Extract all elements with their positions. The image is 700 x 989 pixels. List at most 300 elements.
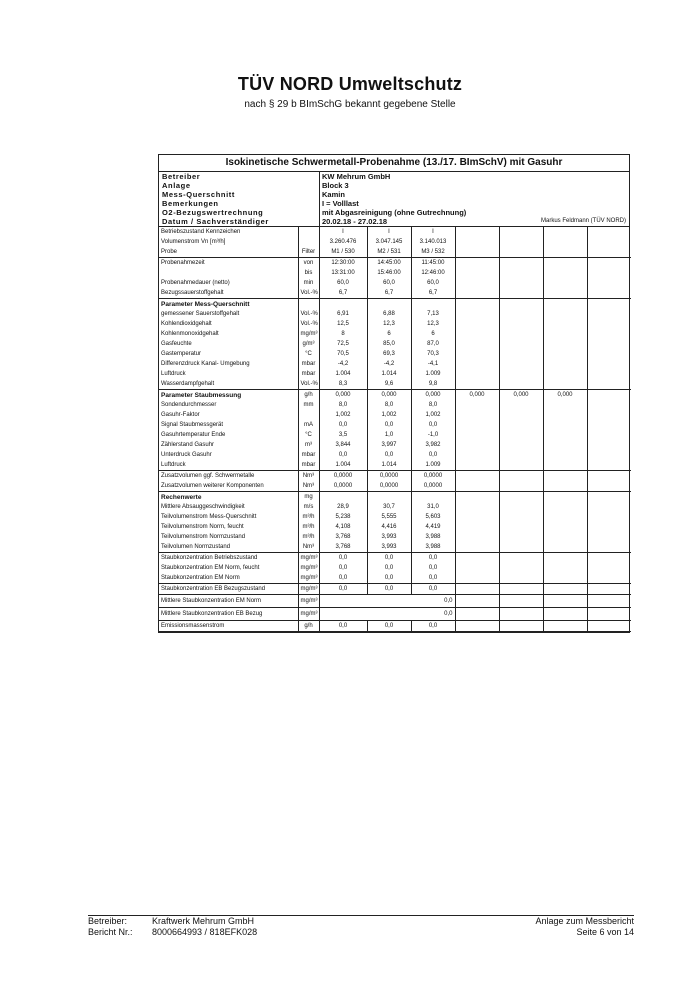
- value-cell: [587, 299, 631, 310]
- value-cell: [543, 522, 587, 532]
- value-cell: 12:30:00: [319, 258, 367, 269]
- row-label: Parameter Staubmessung: [161, 391, 242, 399]
- value-cell: [499, 258, 543, 269]
- value-cell: [543, 258, 587, 269]
- footer-bericht-label: Bericht Nr.:: [88, 927, 133, 937]
- value-cell: [499, 420, 543, 430]
- row-unit: mbar: [298, 460, 319, 471]
- value-cell: [455, 502, 499, 512]
- value-cell: [587, 573, 631, 584]
- table-row: [159, 584, 631, 595]
- value-cell: -4,1: [411, 359, 455, 369]
- emission-value: 0,0: [319, 621, 367, 632]
- row-unit: Nm³: [298, 481, 319, 492]
- value-cell: 85,0: [367, 339, 411, 349]
- value-cell: 0,0: [411, 573, 455, 584]
- value-cell: [455, 247, 499, 258]
- value-cell: [587, 379, 631, 390]
- table-row: [159, 563, 631, 573]
- value-cell: [587, 339, 631, 349]
- table-row: [159, 492, 631, 503]
- row-unit: mm: [298, 400, 319, 410]
- row-unit: m³/h: [298, 532, 319, 542]
- value-cell: [499, 430, 543, 440]
- value-cell: 3,997: [367, 440, 411, 450]
- row-label: Zusatzvolumen weiterer Komponenten: [159, 481, 298, 492]
- table-row: [159, 319, 631, 329]
- info-value: Kamin: [322, 190, 345, 199]
- value-cell: 12,3: [367, 319, 411, 329]
- value-cell: [587, 319, 631, 329]
- value-cell: [587, 532, 631, 542]
- value-cell: 6: [367, 329, 411, 339]
- info-key: O2-Bezugswertrechnung: [159, 208, 320, 217]
- value-cell: [499, 329, 543, 339]
- value-cell: M3 / 532: [411, 247, 455, 258]
- value-cell: [455, 329, 499, 339]
- mean-unit: mg/m³: [298, 608, 319, 621]
- row-label: Wasserdampfgehalt: [159, 379, 298, 390]
- value-cell: [587, 288, 631, 299]
- value-cell: [455, 410, 499, 420]
- value-cell: [587, 359, 631, 369]
- value-cell: [543, 299, 587, 310]
- row-unit: Nm³: [298, 471, 319, 482]
- value-cell: 31,0: [411, 502, 455, 512]
- value-cell: [455, 349, 499, 359]
- mean-row: [159, 608, 631, 621]
- row-unit: g/h: [298, 390, 319, 401]
- value-cell: [587, 621, 631, 632]
- value-cell: 4,416: [367, 522, 411, 532]
- value-cell: [499, 309, 543, 319]
- value-cell: [455, 553, 499, 564]
- value-cell: 0,0: [367, 450, 411, 460]
- value-cell: [499, 278, 543, 288]
- value-cell: [543, 288, 587, 299]
- sheet-title: Isokinetische Schwermetall-Probenahme (13./17. BImSchV) mit Gasuhr: [159, 155, 629, 172]
- value-cell: 60,0: [367, 278, 411, 288]
- row-unit: mg/m³: [298, 563, 319, 573]
- value-cell: [499, 339, 543, 349]
- value-cell: 13:31:00: [319, 268, 367, 278]
- mean-row: [159, 595, 631, 608]
- value-cell: [499, 502, 543, 512]
- value-cell: 0,0: [411, 450, 455, 460]
- value-cell: [455, 595, 499, 608]
- value-cell: 14:45:00: [367, 258, 411, 269]
- row-label: Kohlendioxidgehalt: [161, 320, 212, 327]
- value-cell: [455, 339, 499, 349]
- row-unit: m/s: [298, 502, 319, 512]
- value-cell: 60,0: [411, 278, 455, 288]
- value-cell: 87,0: [411, 339, 455, 349]
- value-cell: 3,993: [367, 542, 411, 553]
- footer-bericht-value: 8000664993 / 818EFK028: [152, 927, 258, 937]
- value-cell: 12:46:00: [411, 268, 455, 278]
- table-row: [159, 573, 631, 584]
- value-cell: 1.009: [411, 369, 455, 379]
- value-cell: 6: [411, 329, 455, 339]
- row-label: Kohlenmonoxidgehalt: [161, 330, 219, 337]
- value-cell: 0,0000: [367, 471, 411, 482]
- value-cell: 11:45:00: [411, 258, 455, 269]
- value-cell: [455, 440, 499, 450]
- value-cell: [587, 481, 631, 492]
- row-unit: [298, 237, 319, 247]
- row-label: Unterdruck Gasuhr: [161, 451, 212, 458]
- value-cell: 70,5: [319, 349, 367, 359]
- row-unit: m³/h: [298, 512, 319, 522]
- value-cell: [587, 450, 631, 460]
- row-label: Luftdruck: [159, 460, 298, 471]
- value-cell: [499, 584, 543, 595]
- value-cell: [455, 460, 499, 471]
- table-row: [159, 369, 631, 379]
- info-value: Block 3: [322, 181, 349, 190]
- footer-betreiber-value: Kraftwerk Mehrum GmbH: [152, 916, 255, 926]
- table-row: [159, 542, 631, 553]
- value-cell: -4,2: [367, 359, 411, 369]
- value-cell: 0,0000: [367, 481, 411, 492]
- value-cell: [543, 430, 587, 440]
- value-cell: [587, 512, 631, 522]
- value-cell: [543, 440, 587, 450]
- value-cell: [543, 608, 587, 621]
- value-cell: [543, 492, 587, 503]
- value-cell: [543, 227, 587, 237]
- table-row: [159, 379, 631, 390]
- value-cell: [455, 430, 499, 440]
- value-cell: [587, 492, 631, 503]
- value-cell: 30,7: [367, 502, 411, 512]
- value-cell: 0,0: [367, 420, 411, 430]
- value-cell: [455, 542, 499, 553]
- row-unit: Vol.-%: [298, 288, 319, 299]
- row-unit: mg/m³: [298, 553, 319, 564]
- value-cell: 5,603: [411, 512, 455, 522]
- value-cell: 0,000: [319, 390, 367, 401]
- value-cell: 0,0000: [319, 481, 367, 492]
- value-cell: 8,0: [367, 400, 411, 410]
- value-cell: [499, 237, 543, 247]
- info-row: [159, 172, 629, 181]
- value-cell: [455, 268, 499, 278]
- value-cell: [587, 542, 631, 553]
- value-cell: [411, 299, 455, 310]
- value-cell: 0,0: [367, 584, 411, 595]
- value-cell: [543, 329, 587, 339]
- emission-row: [159, 621, 631, 632]
- value-cell: [587, 522, 631, 532]
- info-block: [159, 172, 629, 227]
- table-row: [159, 471, 631, 482]
- value-cell: [499, 450, 543, 460]
- value-cell: [587, 268, 631, 278]
- table-row: [159, 481, 631, 492]
- mean-label: Mittlere Staubkonzentration EM Norm: [159, 595, 298, 608]
- emission-unit: g/h: [298, 621, 319, 632]
- value-cell: [455, 532, 499, 542]
- value-cell: [455, 621, 499, 632]
- value-cell: [455, 359, 499, 369]
- info-value: 20.02.18 - 27.02.18: [322, 217, 388, 226]
- value-cell: 15:46:00: [367, 268, 411, 278]
- value-cell: [543, 481, 587, 492]
- table-row: [159, 329, 631, 339]
- value-cell: [499, 288, 543, 299]
- row-label: [159, 268, 298, 278]
- row-label: Luftdruck: [161, 370, 186, 377]
- value-cell: [587, 247, 631, 258]
- value-cell: [499, 492, 543, 503]
- row-unit: von: [298, 258, 319, 269]
- value-cell: [319, 299, 367, 310]
- row-label: Probenahmezeit: [161, 259, 205, 266]
- row-label: Bezugssauerstoffgehalt: [159, 288, 298, 299]
- value-cell: [499, 400, 543, 410]
- value-cell: [499, 532, 543, 542]
- table-row: [159, 227, 631, 237]
- value-cell: [587, 430, 631, 440]
- table-row: [159, 247, 631, 258]
- row-unit: mg/m³: [298, 584, 319, 595]
- row-unit: min: [298, 278, 319, 288]
- value-cell: [587, 553, 631, 564]
- value-cell: [543, 621, 587, 632]
- row-label: Staubkonzentration EM Norm: [159, 573, 298, 584]
- emission-label: Emissionsmassenstrom: [159, 621, 298, 632]
- value-cell: [587, 258, 631, 269]
- value-cell: [455, 369, 499, 379]
- value-cell: [499, 595, 543, 608]
- value-cell: [543, 532, 587, 542]
- value-cell: [455, 420, 499, 430]
- value-cell: 0,0000: [411, 471, 455, 482]
- value-cell: [499, 359, 543, 369]
- info-key: Betreiber: [159, 172, 320, 181]
- row-label: Gasuhr-Faktor: [161, 411, 200, 418]
- value-cell: [499, 542, 543, 553]
- value-cell: [543, 563, 587, 573]
- value-cell: [455, 258, 499, 269]
- value-cell: [499, 553, 543, 564]
- row-unit: [298, 227, 319, 237]
- value-cell: [499, 247, 543, 258]
- value-cell: [499, 512, 543, 522]
- value-cell: 6,7: [411, 288, 455, 299]
- row-label: Zusatzvolumen ggf. Schwermetalle: [161, 472, 255, 479]
- value-cell: [543, 309, 587, 319]
- mean-value: 0,0: [319, 595, 455, 608]
- value-cell: 3.260.476: [319, 237, 367, 247]
- value-cell: 0,0: [367, 553, 411, 564]
- value-cell: [455, 319, 499, 329]
- value-cell: [543, 512, 587, 522]
- info-key: Bemerkungen: [159, 199, 320, 208]
- value-cell: [543, 471, 587, 482]
- value-cell: 4,108: [319, 522, 367, 532]
- value-cell: 0,0: [411, 584, 455, 595]
- value-cell: 3,5: [319, 430, 367, 440]
- info-key: Mess-Querschnitt: [159, 190, 320, 199]
- row-label: Betriebszustand Kennzeichen: [161, 228, 241, 235]
- value-cell: [499, 369, 543, 379]
- value-cell: M2 / 531: [367, 247, 411, 258]
- info-value: mit Abgasreinigung (ohne Gutrechnung): [322, 208, 467, 217]
- table-row: [159, 532, 631, 542]
- table-row: [159, 420, 631, 430]
- table-row: [159, 288, 631, 299]
- value-cell: 0,0: [367, 573, 411, 584]
- value-cell: [455, 450, 499, 460]
- row-label: Staubkonzentration EB Bezugszustand: [159, 584, 298, 595]
- row-label: Differenzdruck Kanal- Umgebung: [161, 360, 250, 367]
- value-cell: [543, 349, 587, 359]
- table-row: [159, 309, 631, 319]
- info-row: [159, 217, 629, 227]
- row-unit: Filter: [298, 247, 319, 258]
- value-cell: 0,0: [319, 420, 367, 430]
- footer-betreiber-label: Betreiber:: [88, 916, 128, 926]
- row-label: Mittlere Absauggeschwindigkeit: [161, 503, 245, 510]
- value-cell: 0,0: [411, 553, 455, 564]
- value-cell: 3,768: [319, 532, 367, 542]
- value-cell: 0,000: [411, 390, 455, 401]
- mean-value: 0,0: [319, 608, 455, 621]
- value-cell: [543, 553, 587, 564]
- value-cell: 1.004: [319, 369, 367, 379]
- row-label: gemessener Sauerstoffgehalt: [161, 310, 240, 317]
- row-unit: mbar: [298, 369, 319, 379]
- value-cell: [543, 595, 587, 608]
- document-subtitle: nach § 29 b BImSchG bekannt gegebene Stelle: [244, 99, 456, 110]
- value-cell: [587, 278, 631, 288]
- measurement-sheet: [158, 154, 630, 633]
- info-key: Anlage: [159, 181, 320, 190]
- value-cell: 28,9: [319, 502, 367, 512]
- value-cell: [587, 440, 631, 450]
- value-cell: [543, 450, 587, 460]
- value-cell: I: [319, 227, 367, 237]
- footer-seite-text: Seite 6 von 14: [576, 927, 634, 937]
- value-cell: [587, 227, 631, 237]
- value-cell: 0,0: [319, 584, 367, 595]
- value-cell: 4,419: [411, 522, 455, 532]
- info-value: I = Volllast: [322, 199, 359, 208]
- table-row: [159, 237, 631, 247]
- footer-anlage-text: Anlage zum Messbericht: [535, 916, 634, 926]
- value-cell: [587, 460, 631, 471]
- value-cell: [499, 319, 543, 329]
- value-cell: [587, 329, 631, 339]
- value-cell: 6,88: [367, 309, 411, 319]
- info-row: [159, 190, 629, 199]
- value-cell: [499, 563, 543, 573]
- value-cell: [543, 339, 587, 349]
- value-cell: [587, 595, 631, 608]
- value-cell: [587, 390, 631, 401]
- value-cell: [587, 309, 631, 319]
- value-cell: [543, 410, 587, 420]
- value-cell: 0,0: [319, 563, 367, 573]
- value-cell: [499, 471, 543, 482]
- row-label: Zählerstand Gasuhr: [161, 441, 215, 448]
- value-cell: 12,3: [411, 319, 455, 329]
- value-cell: 0,0: [411, 420, 455, 430]
- row-label: Gasfeuchte: [161, 340, 192, 347]
- value-cell: I: [367, 227, 411, 237]
- table-row: [159, 502, 631, 512]
- value-cell: [455, 522, 499, 532]
- table-row: [159, 460, 631, 471]
- value-cell: 6,91: [319, 309, 367, 319]
- value-cell: [455, 492, 499, 503]
- value-cell: 69,3: [367, 349, 411, 359]
- value-cell: [543, 278, 587, 288]
- value-cell: [499, 268, 543, 278]
- emission-value: 0,0: [367, 621, 411, 632]
- value-cell: [543, 237, 587, 247]
- row-label: Teilvolumenstrom Normzustand: [161, 533, 246, 540]
- row-label: Teilvolumen Normzustand: [159, 542, 298, 553]
- value-cell: [499, 299, 543, 310]
- value-cell: 6,7: [367, 288, 411, 299]
- row-label: Probenahmedauer (netto): [161, 279, 230, 286]
- row-label: Signal Staubmessgerät: [161, 421, 224, 428]
- value-cell: 1,002: [411, 410, 455, 420]
- value-cell: [543, 584, 587, 595]
- value-cell: 3.047.145: [367, 237, 411, 247]
- value-cell: 60,0: [319, 278, 367, 288]
- value-cell: [543, 247, 587, 258]
- value-cell: 1,0: [367, 430, 411, 440]
- table-row: [159, 299, 631, 310]
- value-cell: [455, 573, 499, 584]
- value-cell: 3,988: [411, 542, 455, 553]
- value-cell: [587, 584, 631, 595]
- row-unit: mg/m³: [298, 329, 319, 339]
- value-cell: [455, 237, 499, 247]
- emission-value: 0,0: [411, 621, 455, 632]
- value-cell: 5,555: [367, 512, 411, 522]
- value-cell: [455, 227, 499, 237]
- value-cell: [455, 512, 499, 522]
- value-cell: 8: [319, 329, 367, 339]
- value-cell: [543, 359, 587, 369]
- document-header: [0, 74, 700, 110]
- row-unit: g/m³: [298, 339, 319, 349]
- value-cell: [455, 400, 499, 410]
- value-cell: [543, 573, 587, 584]
- row-unit: Vol.-%: [298, 379, 319, 390]
- table-row: [159, 440, 631, 450]
- row-unit: mbar: [298, 359, 319, 369]
- value-cell: [455, 563, 499, 573]
- row-label: Volumenstrom Vn [m³/h]: [161, 238, 226, 245]
- value-cell: [543, 542, 587, 553]
- value-cell: [543, 400, 587, 410]
- value-cell: [499, 460, 543, 471]
- row-unit: Vol.-%: [298, 309, 319, 319]
- row-unit: bis: [298, 268, 319, 278]
- value-cell: [319, 492, 367, 503]
- value-cell: 8,0: [411, 400, 455, 410]
- value-cell: 8,0: [319, 400, 367, 410]
- row-label: Rechenwerte: [161, 493, 202, 501]
- value-cell: [587, 237, 631, 247]
- table-row: [159, 278, 631, 288]
